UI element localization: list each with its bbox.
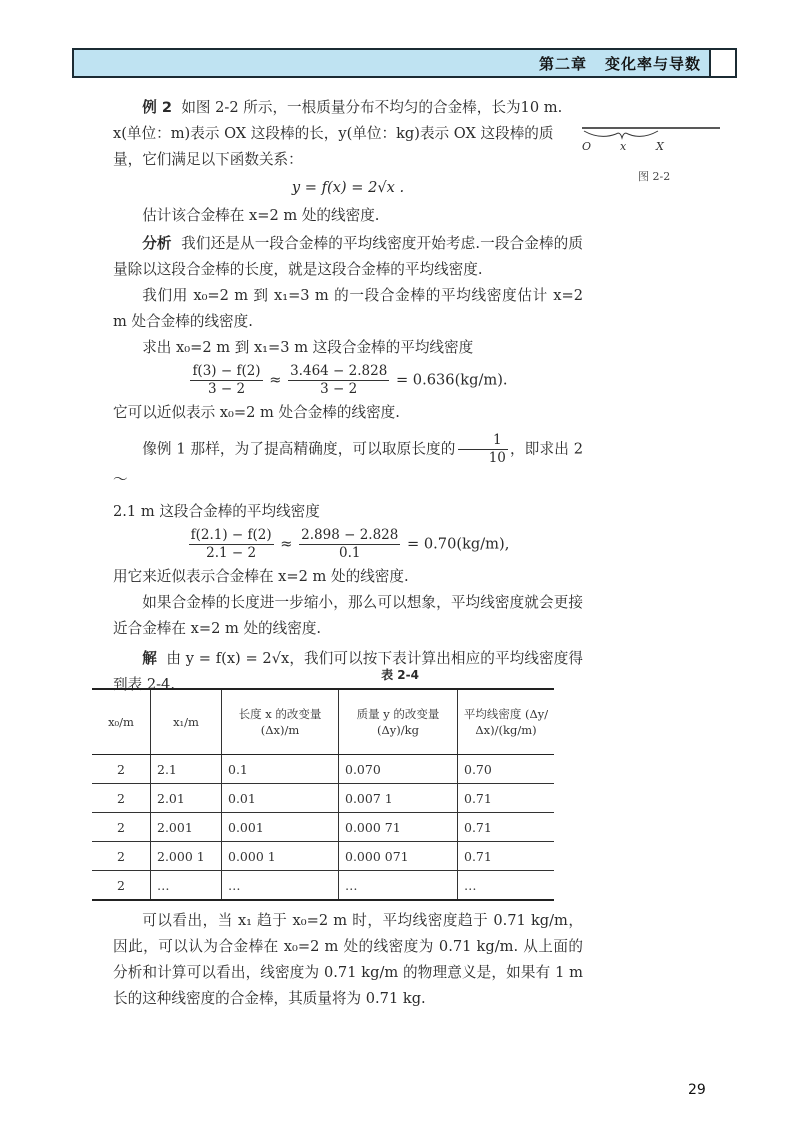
cell: … — [458, 871, 555, 901]
table-row — [92, 784, 554, 813]
eq2-den-1: 2.1 − 2 — [206, 545, 257, 561]
analysis-p1 — [113, 231, 583, 283]
chapter-header-bar — [72, 48, 737, 78]
example-line-2: x(单位：m)表示 OX 这段棒的长，y(单位：kg)表示 OX 这段棒的质 — [113, 125, 554, 142]
chapter-number: 第二章 — [538, 55, 587, 73]
function-text: y = f(x) = 2√x . — [291, 179, 405, 196]
cell: 0.1 — [222, 755, 339, 784]
eq1-result: = 0.636(kg/m). — [395, 371, 508, 389]
label-o: O — [582, 140, 592, 153]
table-header-row — [92, 689, 554, 755]
cell: … — [339, 871, 458, 901]
example-label: 例 2 — [142, 99, 173, 116]
cell: … — [151, 871, 222, 901]
cell: 2 — [92, 784, 151, 813]
solution-label: 解 — [142, 650, 157, 667]
cell: 2 — [92, 813, 151, 842]
cell: 0.70 — [458, 755, 555, 784]
page-number: 29 — [688, 1082, 706, 1098]
equation-2: $\frac{f(2.1) - f(2)}{2.1 - 2}$ ≈ $\frac{2.898 - 2.828}{0.1}$ = 0.70(kg/m), — [190, 527, 510, 561]
cell: 2.1 — [151, 755, 222, 784]
table-row — [92, 842, 554, 871]
analysis-p6: 2.1 m 这段合金棒的平均线密度 — [113, 503, 320, 520]
function-definition — [113, 175, 583, 201]
cell: 0.71 — [458, 842, 555, 871]
eq2-result: = 0.70(kg/m), — [407, 535, 510, 553]
cell: 2 — [92, 842, 151, 871]
cell: 0.71 — [458, 784, 555, 813]
cell: 0.01 — [222, 784, 339, 813]
eq1-num-1: f(3) − f(2) — [192, 363, 261, 379]
analysis-p2: 我们用 x₀=2 m 到 x₁=3 m 的一段合金棒的平均线密度估计 x=2 m 处合金棒的线密度. — [113, 287, 583, 330]
eq2-num-2: 2.898 − 2.828 — [301, 527, 399, 543]
cell: 0.000 071 — [339, 842, 458, 871]
table-row — [92, 813, 554, 842]
col-header-x0: x₀/m — [92, 689, 151, 755]
analysis-p7: 用它来近似表示合金棒在 x=2 m 处的线密度. — [113, 568, 409, 585]
table-title: 表 2-4 — [381, 668, 419, 682]
brace-x — [584, 131, 658, 138]
cell: … — [222, 871, 339, 901]
cell: 2 — [92, 871, 151, 901]
tenth-num: 1 — [458, 432, 508, 450]
col-header-dy: 质量 y 的改变量 (Δy)/kg — [339, 689, 458, 755]
cell: 2.000 1 — [151, 842, 222, 871]
analysis-p3: 求出 x₀=2 m 到 x₁=3 m 这段合金棒的平均线密度 — [142, 339, 474, 356]
data-table — [92, 688, 554, 901]
table-row — [92, 871, 554, 901]
eq2-num-1: f(2.1) − f(2) — [190, 527, 272, 543]
label-x: x — [620, 140, 627, 153]
cell: 0.001 — [222, 813, 339, 842]
eq1-num-2: 3.464 − 2.828 — [290, 363, 388, 379]
cell: 0.007 1 — [339, 784, 458, 813]
example-line-3: 量，它们满足以下函数关系： — [113, 151, 303, 168]
analysis-p5b: ，即求出 2～ — [113, 440, 583, 488]
equation-1: $\frac{f(3) - f(2)}{3 - 2}$ ≈ $\frac{3.464 - 2.828}{3 - 2}$ = 0.636(kg/m). — [192, 363, 508, 397]
cell: 0.070 — [339, 755, 458, 784]
col-header-x1: x₁/m — [151, 689, 222, 755]
example-line-1 — [113, 95, 583, 121]
label-X: X — [656, 140, 664, 153]
analysis-label: 分析 — [142, 235, 172, 252]
main-text — [113, 95, 583, 698]
eq1-frac-2 — [288, 363, 389, 398]
example-line-1-text: 如图 2-2 所示，一根质量分布不均匀的合金棒，长为10 m. — [181, 99, 563, 116]
cell: 0.000 71 — [339, 813, 458, 842]
analysis-p1-text: 我们还是从一段合金棒的平均线密度开始考虑.一段合金棒的质量除以这段合金棒的长度，就是这段合金棒的平均线密度. — [113, 235, 583, 278]
cell: 2.01 — [151, 784, 222, 813]
eq1-den-2: 3 − 2 — [320, 381, 358, 397]
cell: 0.000 1 — [222, 842, 339, 871]
example-question: 估计该合金棒在 x=2 m 处的线密度. — [142, 207, 380, 224]
solution-p1-text: 由 y = f(x) = 2√x，我们可以按下表计算出相应的平均线密度得到表 2-4. — [113, 650, 583, 693]
footer-dot-line — [0, 1074, 760, 1082]
chapter-title: 变化率与导数 — [604, 55, 701, 73]
figure-2-2 — [580, 118, 730, 158]
cell: 2 — [92, 755, 151, 784]
cell: 2.001 — [151, 813, 222, 842]
analysis-p5a: 像例 1 那样，为了提高精确度，可以取原长度的 — [142, 440, 456, 458]
chapter-header-title — [539, 53, 701, 74]
eq1-den-1: 3 − 2 — [207, 381, 246, 397]
col-header-density: 平均线密度 (Δy/Δx)/(kg/m) — [458, 689, 555, 755]
eq2-den-2: 0.1 — [339, 545, 361, 561]
col-header-dx: 长度 x 的改变量 (Δx)/m — [222, 689, 339, 755]
analysis-p4: 它可以近似表示 x₀=2 m 处合金棒的线密度. — [113, 404, 400, 421]
conclusion-p1: 可以看出，当 x₁ 趋于 x₀=2 m 时，平均线密度趋于 0.71 kg/m，因此，可以认为合金棒在 x₀=2 m 处的线密度为 0.71 kg/m. 从上面的分析和计算可以看出，线密度为 0.71 kg/m 的物理意义是，如果有 1 m 长的这种线密度的合金棒，其质量将为 0.71 kg. — [113, 912, 583, 1007]
table-row — [92, 755, 554, 784]
figure-caption: 图 2-2 — [638, 170, 671, 183]
cell: 0.71 — [458, 813, 555, 842]
rod-diagram — [580, 118, 730, 158]
eq2-frac-2 — [299, 527, 400, 562]
analysis-p8: 如果合金棒的长度进一步缩小，那么可以想象，平均线密度就会更接近合金棒在 x=2 m 处的线密度. — [113, 594, 583, 637]
eq2-frac-1 — [189, 527, 274, 562]
conclusion-text — [113, 908, 583, 1012]
tenth-den: 10 — [488, 450, 506, 466]
analysis-p5 — [113, 432, 583, 493]
header-corner-square — [709, 48, 737, 78]
eq1-frac-1 — [190, 363, 262, 398]
tenth-fraction — [458, 432, 508, 467]
